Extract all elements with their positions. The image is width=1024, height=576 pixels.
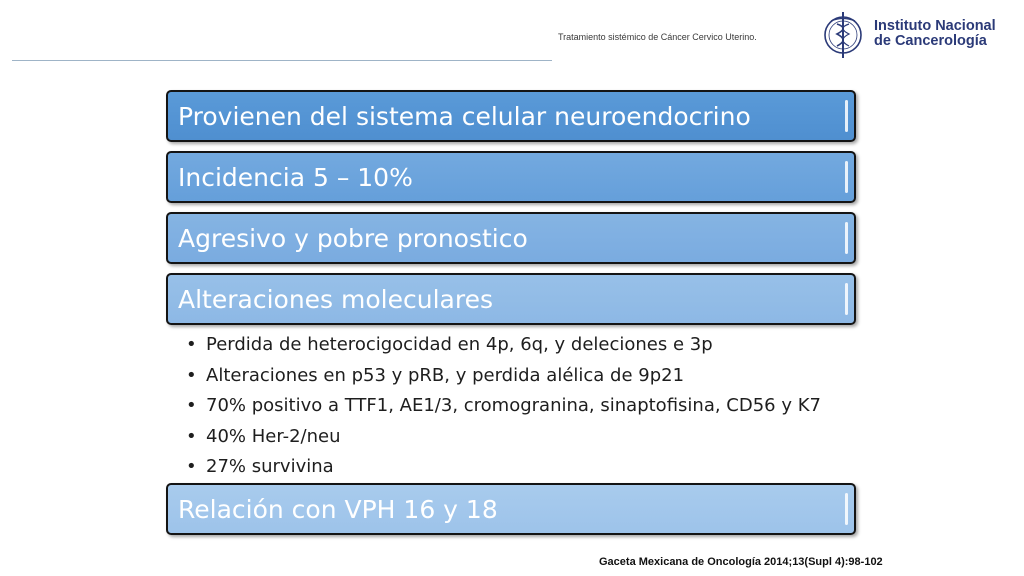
list-item: • 40% Her-2/neu (186, 422, 821, 453)
box-incidence: Incidencia 5 – 10% (166, 151, 856, 203)
caduceus-seal-icon (818, 10, 868, 60)
logo-text-line1: Instituto Nacional (874, 18, 996, 34)
list-item: • Perdida de heterocigocidad en 4p, 6q, y deleciones e 3p (186, 330, 821, 361)
logo-text-line2: de Cancerología (874, 33, 987, 49)
box-molecular-alterations: Alteraciones moleculares (166, 273, 856, 325)
logo-text (874, 19, 996, 49)
institution-logo (818, 10, 1018, 60)
header-divider (12, 60, 552, 61)
box-hpv-relation: Relación con VPH 16 y 18 (166, 483, 856, 535)
box-prognosis: Agresivo y pobre pronostico (166, 212, 856, 264)
box-neuroendocrine-origin: Provienen del sistema celular neuroendocrino (166, 90, 856, 142)
molecular-alterations-list (186, 330, 821, 483)
list-item: • 27% survivina (186, 452, 821, 483)
slide-header-title: Tratamiento sistémico de Cáncer Cervico Uterino. (558, 32, 757, 42)
footer-citation: Gaceta Mexicana de Oncología 2014;13(Supl 4):98-102 (599, 556, 883, 568)
list-item: • 70% positivo a TTF1, AE1/3, cromogranina, sinaptofisina, CD56 y K7 (186, 391, 821, 422)
list-item: • Alteraciones en p53 y pRB, y perdida alélica de 9p21 (186, 361, 821, 392)
